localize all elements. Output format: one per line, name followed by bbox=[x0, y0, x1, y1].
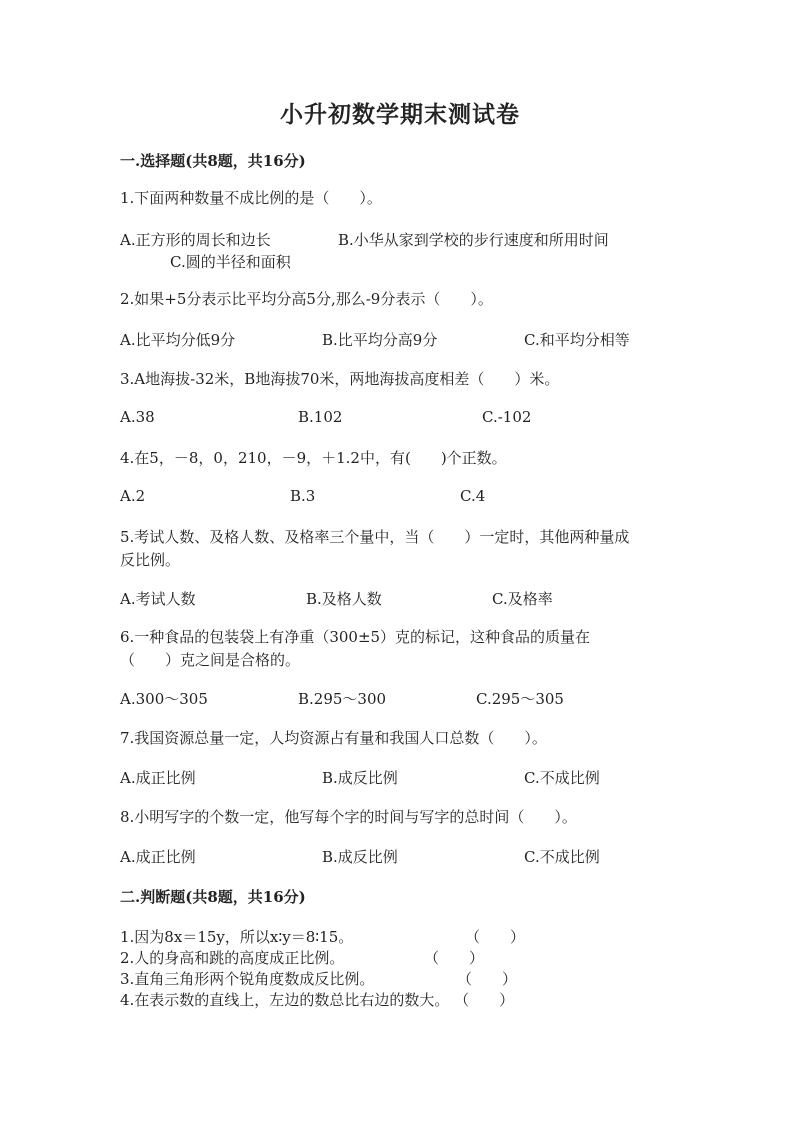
tf-item-3 bbox=[120, 968, 518, 989]
question-5-option-a: A.考试人数 bbox=[120, 590, 196, 608]
question-6-stem-line-2: （ ）克之间是合格的。 bbox=[120, 651, 301, 669]
question-6-option-c: C.295～305 bbox=[476, 690, 564, 708]
tf-item-2-text: 2.人的身高和跳的高度成正比例。 bbox=[120, 949, 345, 967]
question-7-option-b: B.成反比例 bbox=[322, 769, 398, 787]
question-3-option-c: C.-102 bbox=[482, 408, 532, 426]
question-2-stem: 2.如果+5分表示比平均分高5分,那么-9分表示（ ）。 bbox=[120, 290, 493, 308]
section-heading-true-false: 二.判断题(共8题，共16分) bbox=[120, 888, 306, 906]
question-3-option-b: B.102 bbox=[298, 408, 343, 426]
tf-item-4-blank: （ ） bbox=[454, 991, 515, 1009]
section-heading-choice: 一.选择题(共8题，共16分) bbox=[120, 152, 306, 170]
tf-item-4 bbox=[120, 989, 514, 1010]
tf-item-3-blank: （ ） bbox=[457, 970, 518, 988]
tf-item-1-blank: （ ） bbox=[465, 928, 526, 946]
question-6-option-a: A.300～305 bbox=[120, 690, 208, 708]
question-1-stem: 1.下面两种数量不成比例的是（ ）。 bbox=[120, 189, 382, 207]
tf-item-2 bbox=[120, 947, 485, 968]
question-3-stem: 3.A地海拔-32米，B地海拔70米，两地海拔高度相差（ ）米。 bbox=[120, 370, 560, 388]
question-2-option-b: B.比平均分高9分 bbox=[322, 331, 438, 349]
tf-item-1 bbox=[120, 926, 526, 947]
question-4-option-b: B.3 bbox=[290, 487, 316, 505]
question-5-stem-line-2: 反比例。 bbox=[120, 551, 181, 569]
tf-item-1-text: 1.因为8x＝15y，所以x∶y＝8∶15。 bbox=[120, 928, 354, 946]
question-8-stem: 8.小明写字的个数一定，他写每个字的时间与写字的总时间（ ）。 bbox=[120, 808, 577, 826]
question-2-option-c: C.和平均分相等 bbox=[524, 331, 630, 349]
question-1-option-a: A.正方形的周长和边长 bbox=[120, 231, 271, 249]
question-2-option-a: A.比平均分低9分 bbox=[120, 331, 236, 349]
tf-item-3-text: 3.直角三角形两个锐角度数成反比例。 bbox=[120, 970, 375, 988]
tf-item-2-blank: （ ） bbox=[424, 949, 485, 967]
question-3-option-a: A.38 bbox=[120, 408, 155, 426]
question-8-option-c: C.不成比例 bbox=[524, 848, 600, 866]
question-7-option-a: A.成正比例 bbox=[120, 769, 196, 787]
question-5-option-c: C.及格率 bbox=[492, 590, 553, 608]
question-1-option-b: B.小华从家到学校的步行速度和所用时间 bbox=[338, 231, 609, 249]
page-title: 小升初数学期末测试卷 bbox=[280, 101, 520, 128]
question-6-stem-line-1: 6.一种食品的包装袋上有净重（300±5）克的标记，这种食品的质量在 bbox=[120, 628, 591, 646]
question-7-stem: 7.我国资源总量一定，人均资源占有量和我国人口总数（ ）。 bbox=[120, 729, 547, 747]
question-4-option-c: C.4 bbox=[460, 487, 486, 505]
question-7-option-c: C.不成比例 bbox=[524, 769, 600, 787]
question-5-option-b: B.及格人数 bbox=[306, 590, 382, 608]
question-8-option-b: B.成反比例 bbox=[322, 848, 398, 866]
question-1-option-c: C.圆的半径和面积 bbox=[170, 253, 291, 271]
question-8-option-a: A.成正比例 bbox=[120, 848, 196, 866]
question-4-option-a: A.2 bbox=[120, 487, 146, 505]
question-5-stem-line-1: 5.考试人数、及格人数、及格率三个量中，当（ ）一定时，其他两种量成 bbox=[120, 528, 630, 546]
tf-item-4-text: 4.在表示数的直线上，左边的数总比右边的数大。 bbox=[120, 991, 450, 1009]
question-4-stem: 4.在5，－8，0，210，－9，＋1.2中，有( )个正数。 bbox=[120, 449, 507, 467]
question-6-option-b: B.295～300 bbox=[298, 690, 387, 708]
